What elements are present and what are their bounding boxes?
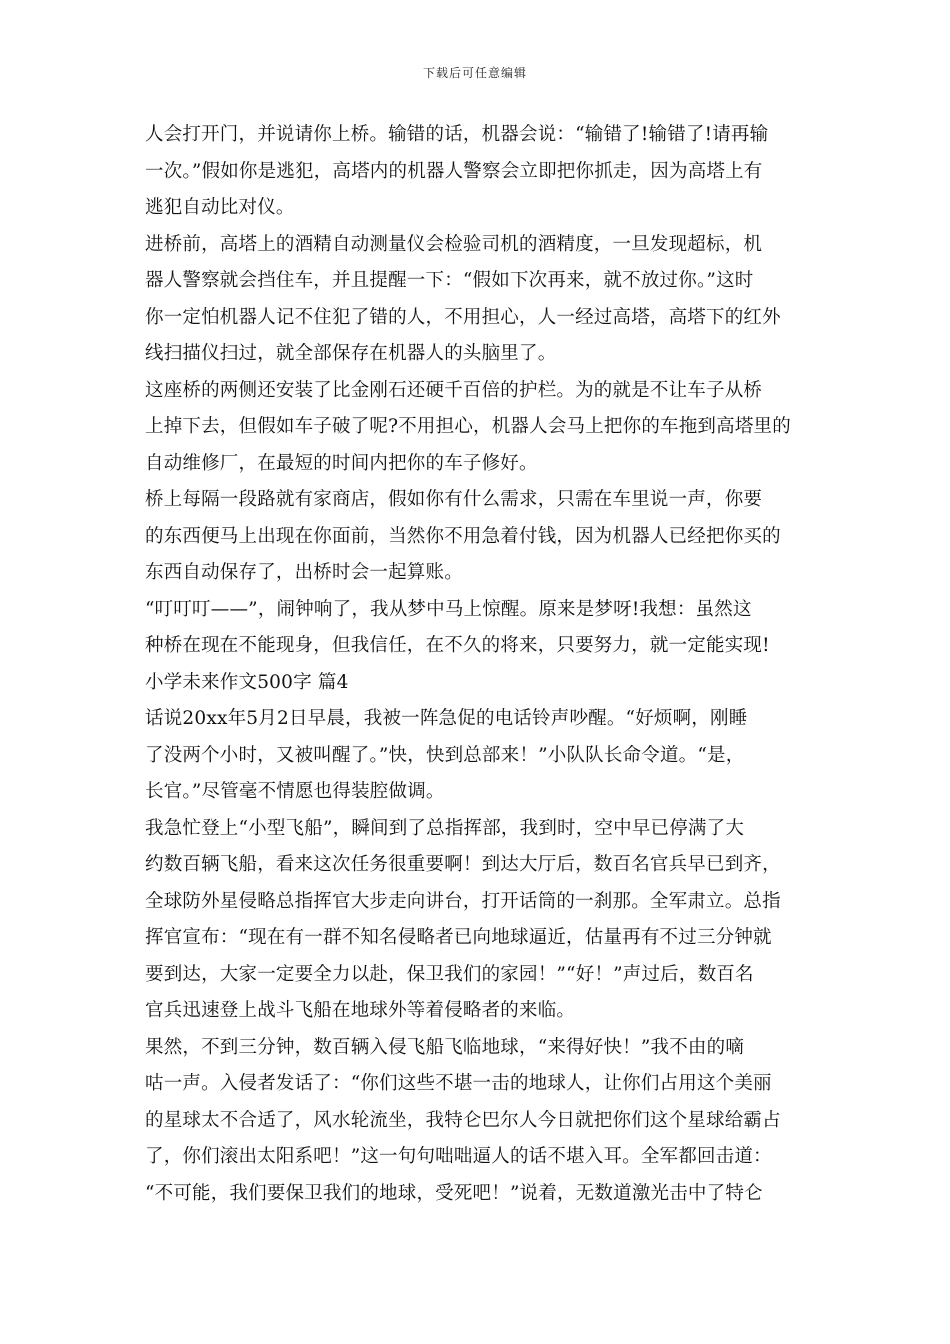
text-line: 你一定怕机器人记不住犯了错的人，不用担心，人一经过高塔，高塔下的红外 bbox=[145, 306, 781, 328]
text-line: 的东西便马上出现在你面前，当然你不用急着付钱，因为机器人已经把你买的 bbox=[145, 525, 781, 547]
text-line: 小学未来作文500字 篇4 bbox=[145, 671, 349, 693]
text-line: 东西自动保存了，出桥时会一起算账。 bbox=[145, 562, 463, 583]
text-line: 进桥前，高塔上的酒精自动测量仪会检验司机的酒精度，一旦发现超标，机 bbox=[145, 233, 763, 255]
text-line: 线扫描仪扫过，就全部保存在机器人的头脑里了。 bbox=[145, 343, 557, 364]
text-line: 上掉下去，但假如车子破了呢?不用担心，机器人会马上把你的车拖到高塔里的 bbox=[145, 416, 791, 437]
text-line: 的星球太不合适了，风水轮流坐，我特仑巴尔人今日就把你们这个星球给霸占 bbox=[145, 1109, 781, 1131]
text-line: 桥上每隔一段路就有家商店，假如你有什么需求，只需在车里说一声，你要 bbox=[145, 489, 763, 510]
text-line: 全球防外星侵略总指挥官大步走向讲台，打开话筒的一刹那。全军肃立。总指 bbox=[145, 890, 781, 912]
text-line: 逃犯自动比对仪。 bbox=[145, 197, 295, 218]
text-line: 器人警察就会挡住车，并且提醒一下：“假如下次再来，就不放过你。”这时 bbox=[145, 270, 754, 291]
text-line: 果然，不到三分钟，数百辆入侵飞船飞临地球，“来得好快！”我不由的嘀 bbox=[145, 1036, 745, 1058]
text-line: 要到达，大家一定要全力以赴，保卫我们的家园！”“好！”声过后，数百名 bbox=[145, 963, 754, 985]
text-line: 官兵迅速登上战斗飞船在地球外等着侵略者的来临。 bbox=[145, 1000, 576, 1021]
text-line: 这座桥的两侧还安装了比金刚石还硬千百倍的护栏。为的就是不让车子从桥 bbox=[145, 379, 763, 401]
text-line: “不可能，我们要保卫我们的地球，受死吧！”说着，无数道激光击中了特仑 bbox=[145, 1182, 763, 1204]
text-line: 了，你们滚出太阳系吧！”这一句句咄咄逼人的话不堪入耳。全军都回击道： bbox=[145, 1146, 772, 1167]
page-header: 下载后可任意编辑 bbox=[422, 66, 527, 80]
text-line: “叮叮叮——”，闹钟响了，我从梦中马上惊醒。原来是梦呀!我想：虽然这 bbox=[145, 598, 752, 620]
text-line: 了没两个小时，又被叫醒了。”快，快到总部来！”小队队长命令道。“是， bbox=[145, 744, 745, 766]
text-line: 我急忙登上“小型飞船”，瞬间到了总指挥部，我到时，空中早已停满了大 bbox=[145, 817, 745, 839]
text-line: 话说20xx年5月2日早晨，我被一阵急促的电话铃声吵醒。“好烦啊，刚睡 bbox=[145, 708, 748, 729]
text-line: 一次。”假如你是逃犯，高塔内的机器人警察会立即把你抓走，因为高塔上有 bbox=[145, 160, 763, 182]
text-line: 人会打开门，并说请你上桥。输错的话，机器会说：“输错了!输错了!请再输 bbox=[145, 124, 769, 145]
text-line: 约数百辆飞船，看来这次任务很重要啊！到达大厅后，数百名官兵早已到齐， bbox=[145, 854, 781, 875]
text-line: 自动维修厂，在最短的时间内把你的车子修好。 bbox=[145, 452, 538, 474]
text-line: 长官。”尽管毫不情愿也得装腔做调。 bbox=[145, 781, 445, 802]
text-line: 挥官宣布：“现在有一群不知名侵略者已向地球逼近，估量再有不过三分钟就 bbox=[145, 927, 772, 948]
text-line: 咕一声。入侵者发话了：“你们这些不堪一击的地球人，让你们占用这个美丽 bbox=[145, 1073, 772, 1094]
text-line: 种桥在现在不能现身，但我信任，在不久的将来，只要努力，就一定能实现! bbox=[145, 635, 770, 656]
